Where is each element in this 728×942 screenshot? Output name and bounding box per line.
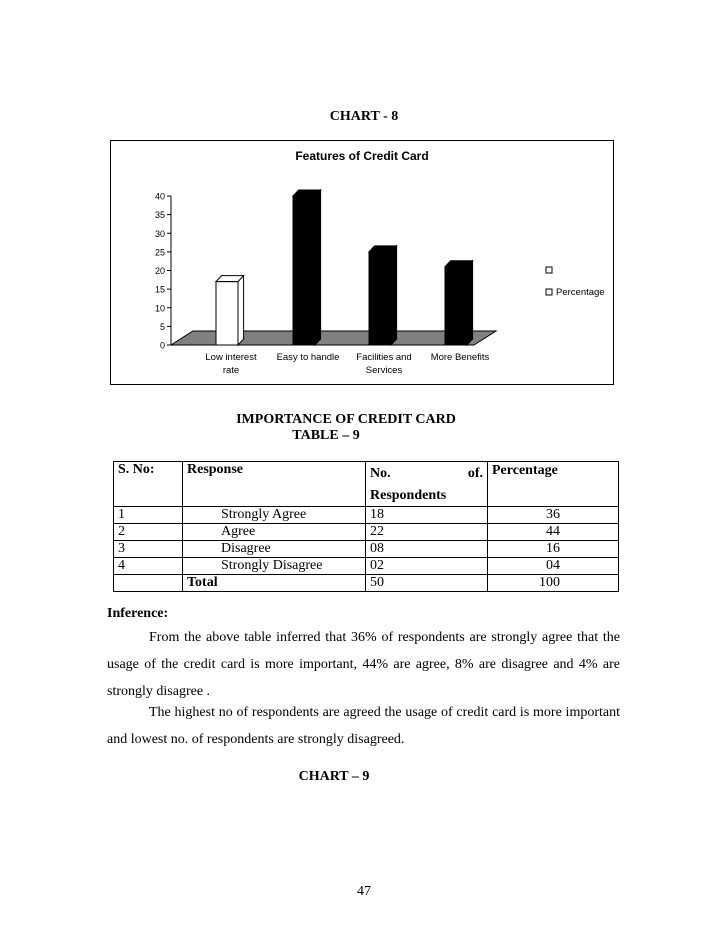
y-tick-label: 0 [159,340,165,351]
y-tick-label: 25 [154,247,165,258]
table-row [114,541,619,558]
table-header-row [114,462,619,507]
bar-front [445,267,467,345]
header-no-left: No. [370,466,391,481]
chart-x-labels [205,352,489,376]
chart-bar [293,190,321,345]
cell-percentage: 04 [488,558,619,575]
chart-9-heading: CHART – 9 [298,769,370,784]
x-tick-label: Services [365,365,403,376]
cell-sno: 4 [114,558,183,575]
header-response: Response [183,462,366,507]
y-tick-label: 20 [154,266,165,276]
features-bar-chart [110,140,614,385]
x-tick-label: Low interest [205,352,257,363]
y-tick-label: 10 [154,303,165,314]
total-no: 50 [366,575,488,592]
x-tick-label: Facilities and [356,352,412,363]
chart-bars [216,190,473,345]
bar-front [369,252,391,345]
header-sno: S. No: [114,462,183,507]
bar-side [315,190,321,345]
chart-bar [369,246,397,345]
cell-sno: 3 [114,541,183,558]
legend-swatch [546,267,552,273]
table-row [114,558,619,575]
y-tick-label: 40 [154,191,165,202]
y-tick-label: 35 [154,210,165,221]
cell-percentage: 16 [488,541,619,558]
total-label: Total [183,575,366,592]
header-no-line2: Respondents [370,488,447,503]
x-tick-label: More Benefits [430,352,490,363]
cell-response: Disagree [183,541,366,558]
bar-side [467,261,473,345]
cell-response: Agree [183,524,366,541]
legend-label: Percentage [556,287,605,298]
bar-side [238,276,244,345]
bar-side [391,246,397,345]
x-tick-label: Easy to handle [276,352,340,363]
inference-paragraph-1: From the above table inferred that 36% of respondents are strongly agree that the usage of the credit card is more important, 44% are agree, 8% are disagree and 4% are strongly disagree . [107,630,620,699]
cell-sno: 1 [114,507,183,524]
bar-front [216,282,238,345]
x-tick-label: rate [222,365,240,376]
header-no-right: of. [467,466,483,481]
response-table [113,461,619,592]
table-total-row [114,575,619,592]
header-no-of-respondents [366,462,488,507]
chart-title: Features of Credit Card [295,149,429,163]
importance-heading: IMPORTANCE OF CREDIT CARD [236,412,456,427]
chart-bar [445,261,473,345]
cell-response: Strongly Agree [183,507,366,524]
cell-percentage: 44 [488,524,619,541]
chart-8-heading: CHART - 8 [329,109,399,124]
cell-no: 08 [366,541,488,558]
cell-sno: 2 [114,524,183,541]
inference-paragraph-2: The highest no of respondents are agreed the usage of credit card is more important and lowest no. of respondents are strongly disagreed. [107,705,620,747]
table-row [114,524,619,541]
header-percentage: Percentage [488,462,619,507]
cell-no: 18 [366,507,488,524]
y-tick-label: 5 [159,321,165,332]
inference-label: Inference: [107,606,169,621]
cell-no: 02 [366,558,488,575]
cell-no: 22 [366,524,488,541]
chart-axis [155,192,171,351]
chart-legend [546,267,605,298]
table-row [114,507,619,524]
page-number: 47 [357,884,371,899]
legend-swatch [546,289,552,295]
table-9-heading: TABLE – 9 [292,428,360,443]
cell-sno-empty [114,575,183,592]
bar-front [293,196,315,345]
chart-bar [216,276,244,345]
y-tick-label: 30 [154,228,165,239]
cell-response: Strongly Disagree [183,558,366,575]
cell-percentage: 36 [488,507,619,524]
y-tick-label: 15 [154,284,165,295]
total-percentage: 100 [488,575,619,592]
